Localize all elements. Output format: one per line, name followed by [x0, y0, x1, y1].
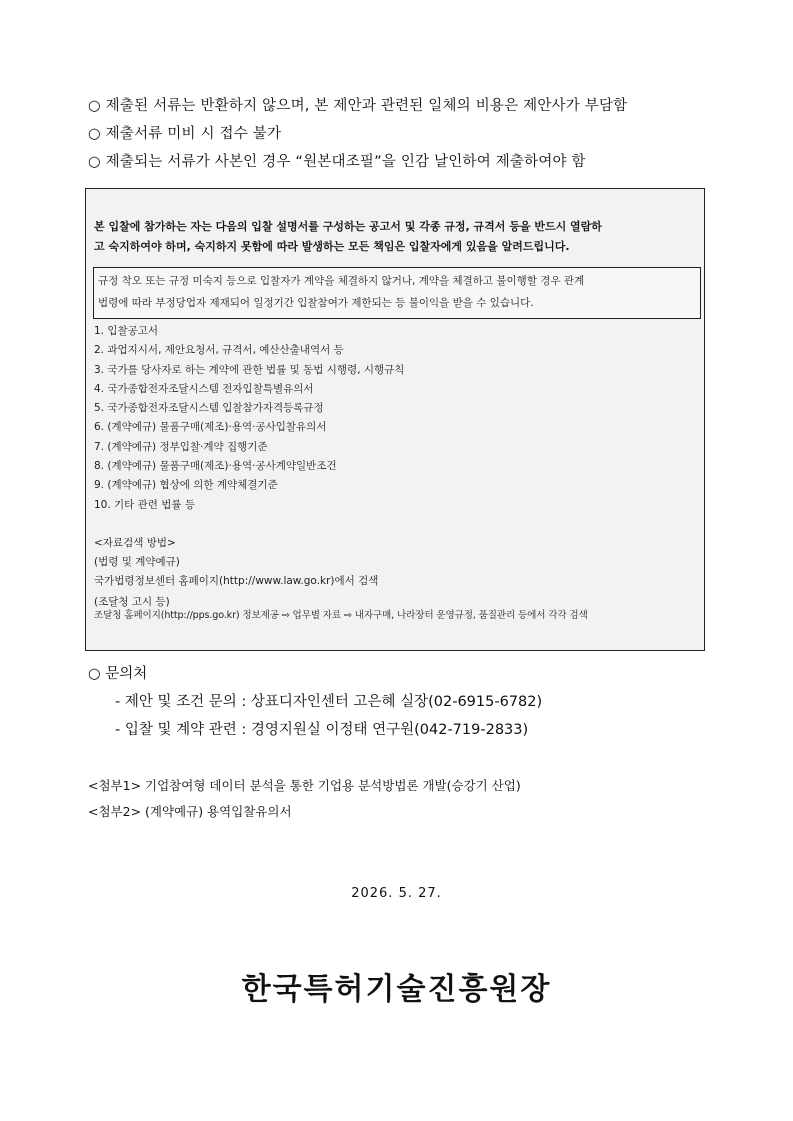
bidding-notice-box [85, 188, 705, 651]
notice-heading-line2: 고 숙지하여야 하며, 숙지하지 못함에 따라 발생하는 모든 책임은 입찰자에게 있음을 알려드립니다. [94, 240, 570, 253]
note-copy-certification: ○ 제출되는 서류가 사본인 경우 “원본대조필”을 인감 날인하여 제출하여야 함 [88, 154, 586, 170]
search-law-text: 국가법령정보센터 홈페이지(http://www.law.go.kr)에서 검색 [94, 575, 379, 587]
list-item: 8. (계약예규) 물품구매(제조)·용역·공사계약일반조건 [94, 460, 337, 473]
contact-title: ○ 문의처 [88, 666, 148, 682]
list-item: 1. 입찰공고서 [94, 325, 159, 337]
search-method [94, 534, 700, 623]
list-item: 3. 국가를 당사자로 하는 계약에 관한 법률 및 동법 시행령, 시행규칙 [94, 363, 405, 376]
note-return-policy: ○ 제출된 서류는 반환하지 않으며, 본 제안과 관련된 일체의 비용은 제안사가 부담함 [88, 98, 628, 114]
contact-contract: - 입찰 및 계약 관련 : 경영지원실 이정태 연구원(042-719-2833) [115, 722, 529, 738]
list-item: 5. 국가종합전자조달시스템 입찰참가자격등록규정 [94, 402, 324, 415]
warning-line1: 규정 착오 또는 규정 미숙지 등으로 입찰자가 계약을 체결하지 않거나, 계약을 체결하고 불이행할 경우 관계 [98, 275, 585, 287]
contact-proposal: - 제안 및 조건 문의 : 상표디자인센터 고은혜 실장(02-6915-6782) [115, 694, 543, 710]
search-method-title: <자료검색 방법> [94, 537, 176, 549]
attachment-1: <첨부1> 기업참여형 데이터 분석을 통한 기업용 분석방법론 개발(승강기 산업) [88, 778, 521, 793]
issuing-organization: 한국특허기술진흥원장 [241, 972, 552, 1007]
contact-section [88, 662, 542, 746]
notice-heading [94, 217, 700, 257]
search-pps-label: (조달청 고시 등) [94, 596, 170, 608]
list-item: 2. 과업지시서, 제안요청서, 규격서, 예산산출내역서 등 [94, 344, 344, 357]
list-item: 4. 국가종합전자조달시스템 전자입찰특별유의서 [94, 382, 314, 395]
list-item: 10. 기타 관련 법률 등 [94, 498, 196, 511]
document-list [94, 322, 694, 515]
submission-notes [88, 94, 728, 178]
attachments [88, 776, 521, 828]
list-item: 6. (계약예규) 물품구매(제조)·용역·공사입찰유의서 [94, 421, 327, 434]
notice-heading-line1: 본 입찰에 참가하는 자는 다음의 입찰 설명서를 구성하는 공고서 및 각종 규정, 규격서 등을 반드시 열람하 [94, 220, 602, 233]
list-item: 7. (계약예규) 정부입찰·계약 집행기준 [94, 440, 268, 453]
notice-date: 2026. 5. 27. [351, 886, 442, 901]
list-item: 9. (계약예규) 협상에 의한 계약체결기준 [94, 479, 278, 492]
note-incomplete-docs: ○ 제출서류 미비 시 접수 불가 [88, 126, 282, 142]
search-pps-text: 조달청 홈페이지(http://pps.go.kr) 정보제공 ⇨ 업무별 자료 ⇨ 내자구매, 나라장터 운영규정, 품질관리 등에서 각각 검색 [94, 610, 588, 621]
warning-line2: 법령에 따라 부정당업자 제재되어 일정기간 입찰참여가 제한되는 등 불이익을 받을 수 있습니다. [98, 297, 534, 309]
attachment-2: <첨부2> (계약예규) 용역입찰유의서 [88, 804, 292, 819]
warning-box [93, 267, 701, 319]
search-law-label: (법령 및 계약예규) [94, 556, 180, 568]
